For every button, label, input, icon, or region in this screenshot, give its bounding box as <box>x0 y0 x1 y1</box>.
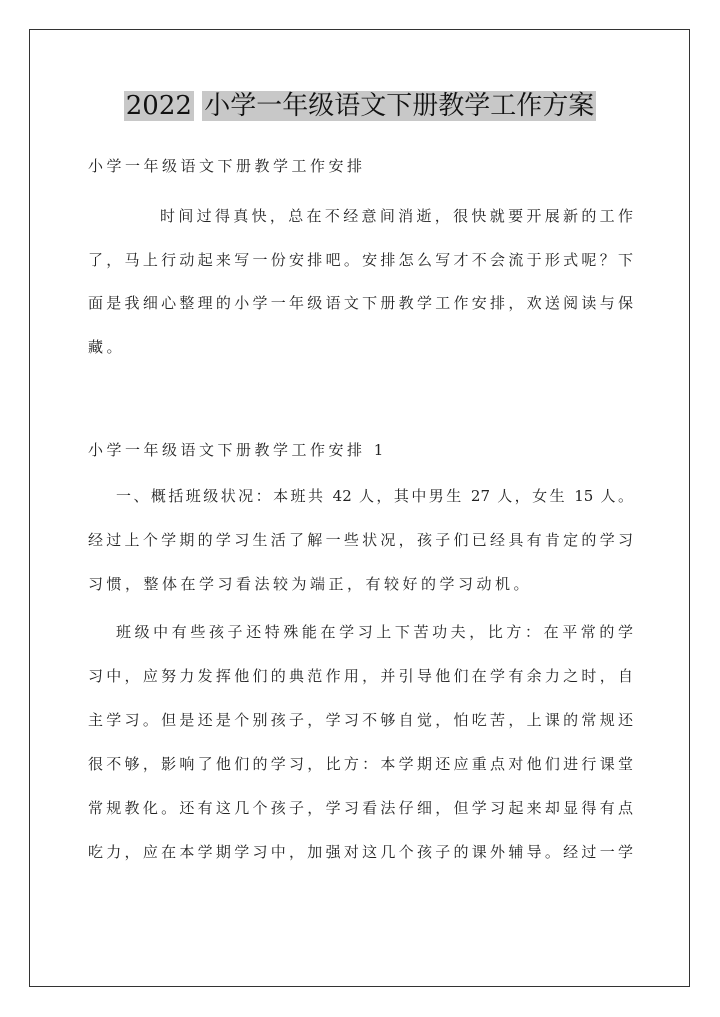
para2-line: 很不够，影响了他们的学习，比方：本学期还应重点对他们进行课堂 <box>88 755 633 773</box>
intro-line: 时间过得真快，总在不经意间消逝，很快就要开展新的工作 <box>160 207 633 225</box>
intro-line: 藏。 <box>88 338 126 356</box>
intro-line: 了，马上行动起来写一份安排吧。安排怎么写才不会流于形式呢？下 <box>88 251 633 269</box>
para2-line: 主学习。但是还是个别孩子，学习不够自觉，怕吃苦，上课的常规还 <box>88 711 633 729</box>
title-text: 小学一年级语文下册教学工作方案 <box>204 91 595 121</box>
para2-line: 常规教化。还有这几个孩子，学习看法仔细，但学习起来却显得有点 <box>88 799 633 817</box>
para2-line: 班级中有些孩子还特殊能在学习上下苦功夫，比方：在平常的学 <box>116 623 633 641</box>
intro-line: 面是我细心整理的小学一年级语文下册教学工作安排，欢送阅读与保 <box>88 294 633 312</box>
para1-line: 习惯，整体在学习看法较为端正，有较好的学习动机。 <box>88 575 533 593</box>
para2-line: 吃力，应在本学期学习中，加强对这几个孩子的课外辅导。经过一学 <box>88 843 633 861</box>
para1-line: 经过上个学期的学习生活了解一些状况，孩子们已经具有肯定的学习 <box>88 531 633 549</box>
title-year: 2022 <box>125 91 192 121</box>
section-heading: 小学一年级语文下册教学工作安排 1 <box>88 441 387 459</box>
subtitle: 小学一年级语文下册教学工作安排 <box>88 157 366 175</box>
para1-line: 一、概括班级状况：本班共 42 人，其中男生 27 人，女生 15 人。 <box>116 487 633 505</box>
para2-line: 习中，应努力发挥他们的典范作用，并引导他们在学有余力之时，自 <box>88 667 633 685</box>
document-title <box>0 88 720 124</box>
